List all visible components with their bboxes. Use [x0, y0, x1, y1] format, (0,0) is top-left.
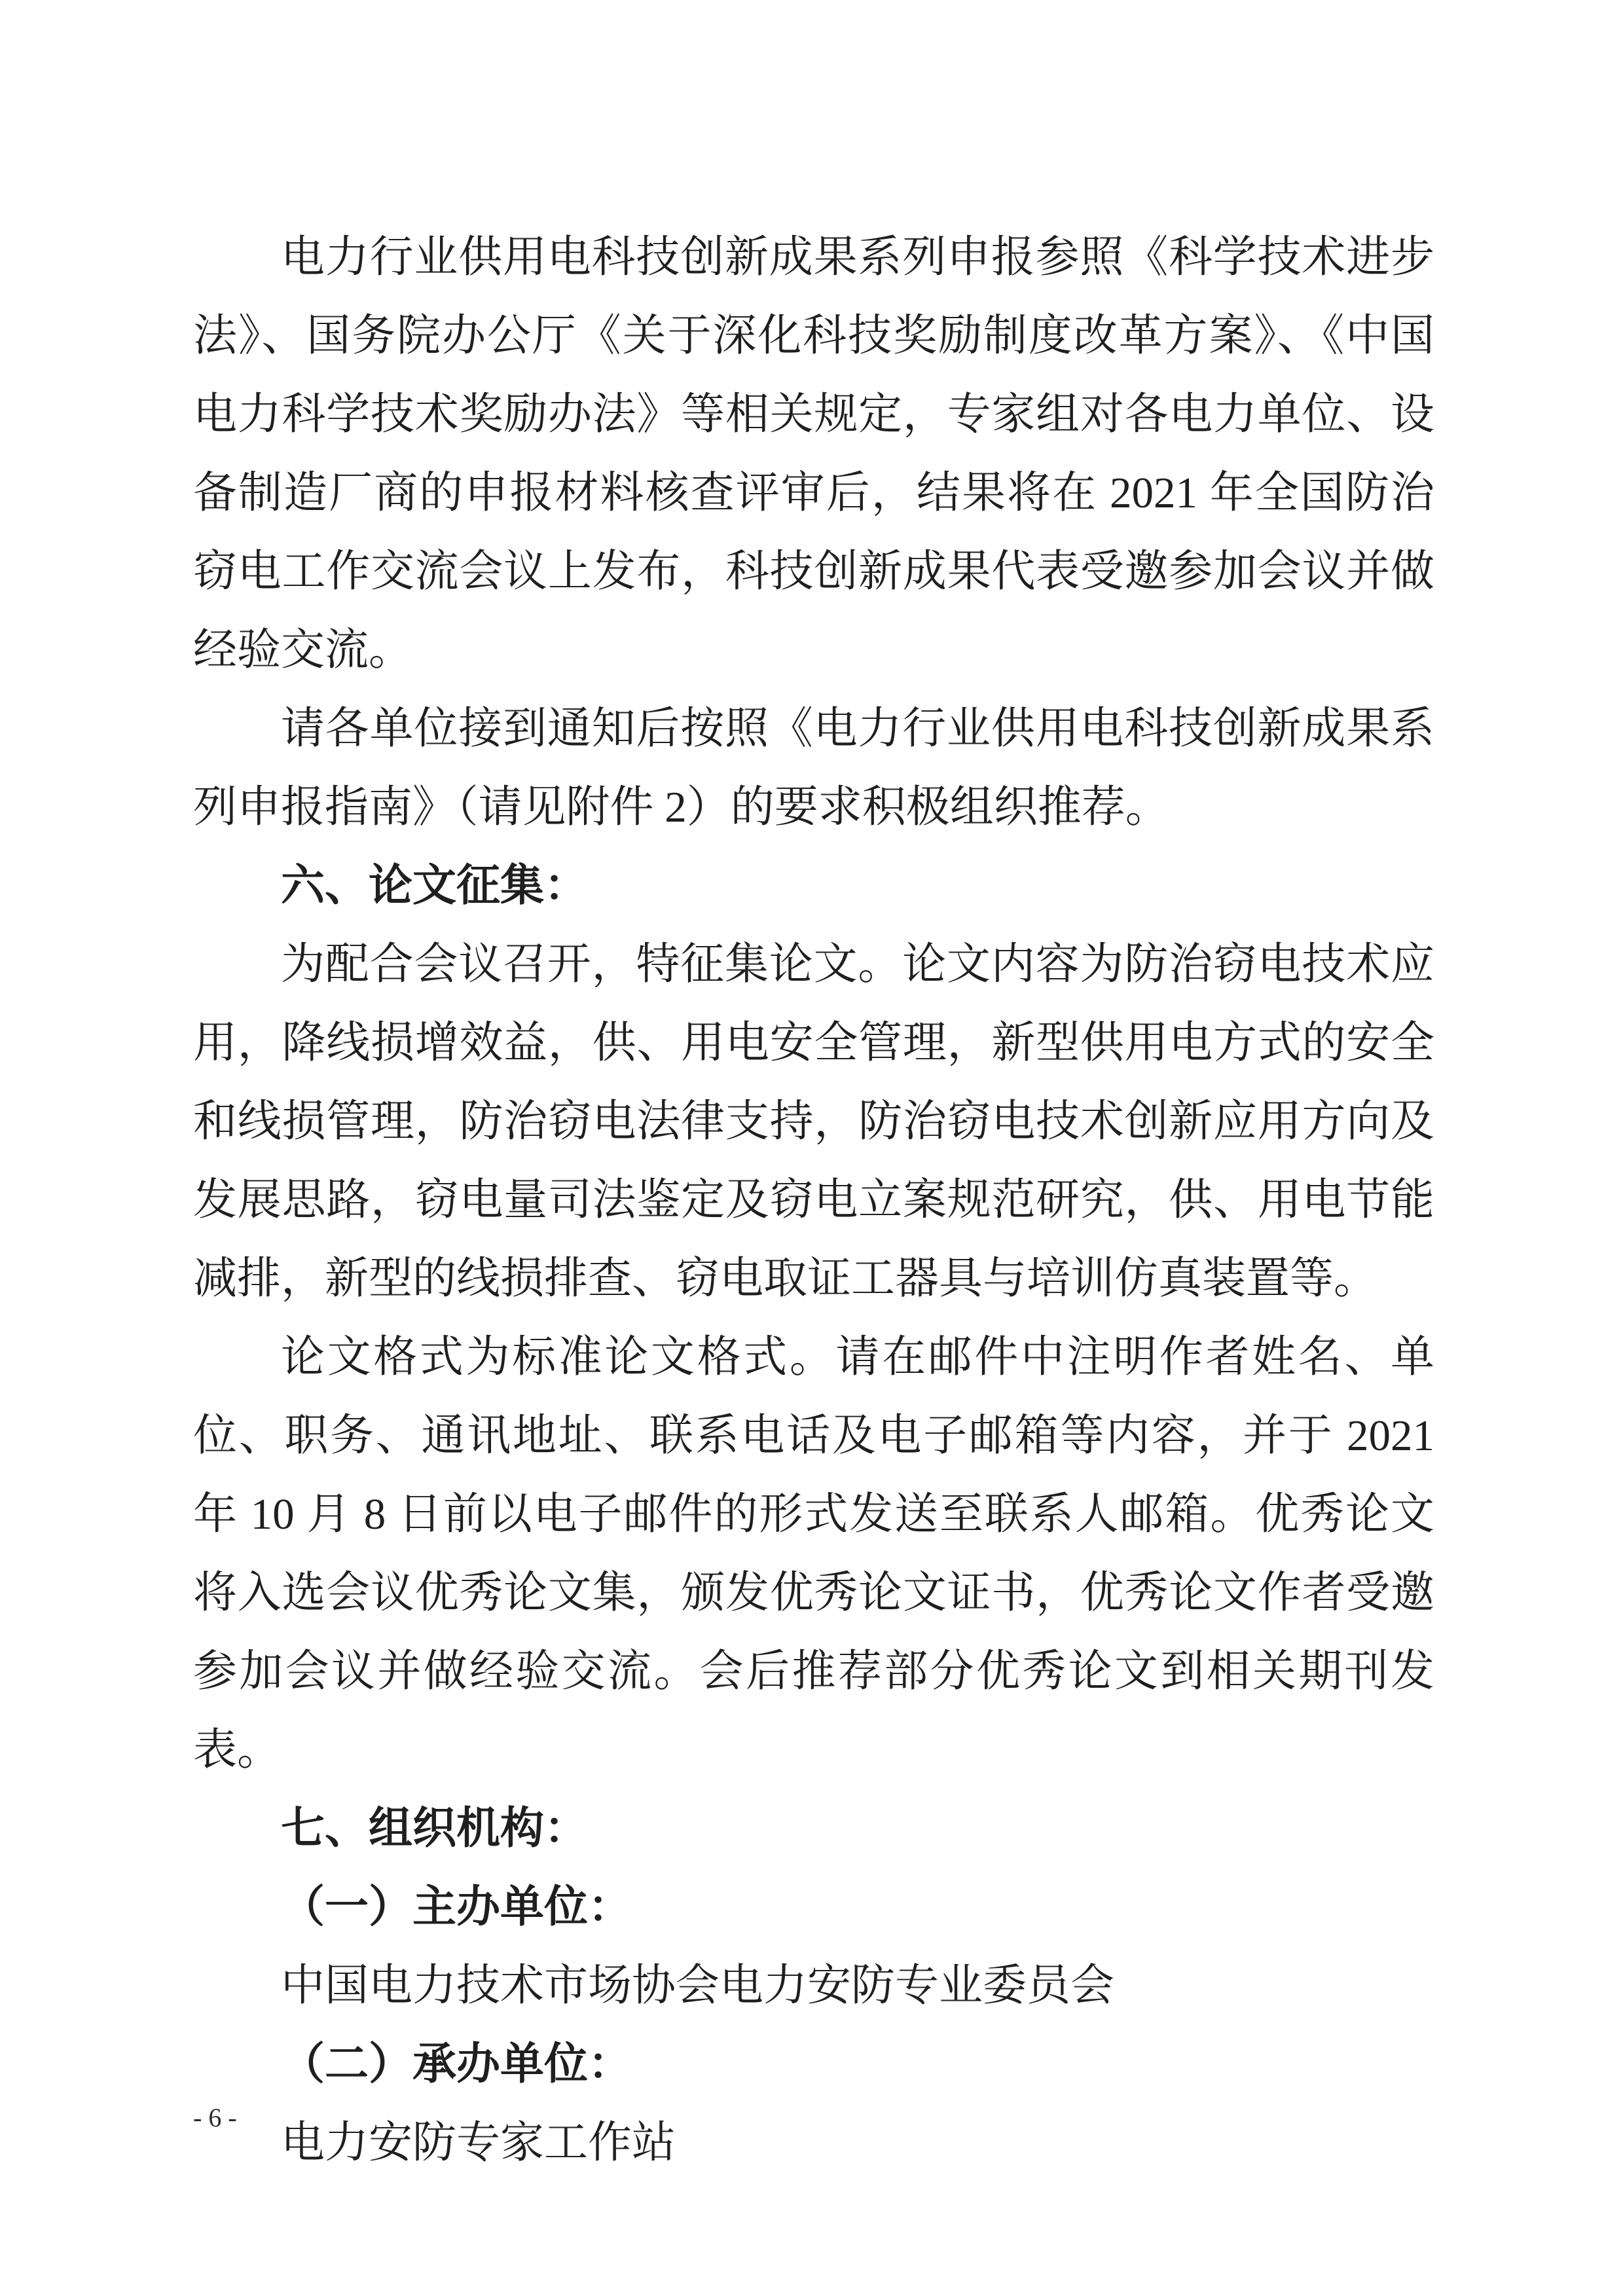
- section-heading-organization: 七、组织机构：: [281, 1804, 588, 1853]
- subheading-organizer-unit: （二）承办单位：: [281, 2040, 632, 2088]
- page-number: - 6 -: [193, 2103, 237, 2132]
- paragraph-paper-topics: 为配合会议召开，特征集论文。论文内容为防治窃电技术应用，降线损增效益，供、用电安全管理，新型供用电方式的安全和线损管理，防治窃电法律支持，防治窃电技术创新应用方向及发展思路，窃电量司法鉴定及窃电立案规范研究，供、用电节能减排，新型的线损排查、窃电取证工器具与培训仿真装置等。: [193, 940, 1434, 1303]
- paragraph-host-unit-name: 中国电力技术市场协会电力安防专业委员会: [281, 1961, 1114, 2010]
- subheading-host-unit: （一）主办单位：: [281, 1883, 632, 1931]
- section-heading-paper-solicitation: 六、论文征集：: [281, 861, 588, 910]
- paragraph-recommendation-request: 请各单位接到通知后按照《电力行业供用电科技创新成果系列申报指南》（请见附件 2）的要求积极组织推荐。: [193, 704, 1434, 831]
- paragraph-innovation-application: 电力行业供用电科技创新成果系列申报参照《科学技术进步法》、国务院办公厅《关于深化科技奖励制度改革方案》、《中国电力科学技术奖励办法》等相关规定，专家组对各电力单位、设备制造厂商的申报材料核查评审后，结果将在 2021 年全国防治窃电工作交流会议上发布，科技创新成果代表受邀参加会议并做经验交流。: [193, 233, 1434, 674]
- document-body: [193, 218, 1434, 2182]
- paragraph-paper-format: 论文格式为标准论文格式。请在邮件中注明作者姓名、单位、职务、通讯地址、联系电话及电子邮箱等内容，并于 2021 年 10 月 8 日前以电子邮件的形式发送至联系人邮箱。优秀论文将入选会议优秀论文集，颁发优秀论文证书，优秀论文作者受邀参加会议并做经验交流。会后推荐部分优秀论文到相关期刊发表。: [193, 1333, 1434, 1774]
- paragraph-organizer-unit-name: 电力安防专家工作站: [281, 2119, 676, 2167]
